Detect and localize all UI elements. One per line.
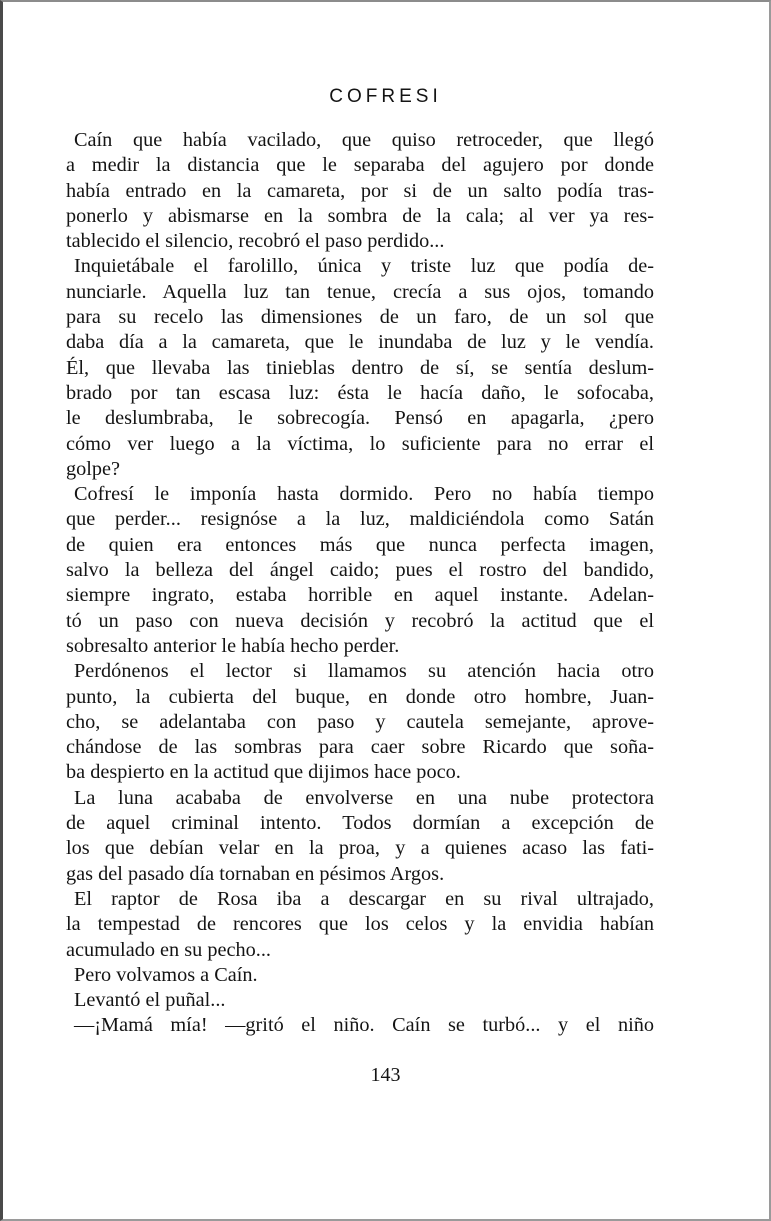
- body-text: [66, 128, 654, 1039]
- text-line: Inquietábale el farolillo, única y triste luz que podía de-: [74, 255, 654, 278]
- text-line: —¡Mamá mía! —gritó el niño. Caín se turbó... y el niño: [74, 1014, 654, 1037]
- text-line: punto, la cubierta del buque, en donde otro hombre, Juan-: [66, 685, 654, 708]
- text-line: siempre ingrato, estaba horrible en aquel instante. Adelan-: [66, 584, 654, 607]
- text-line: tó un paso con nueva decisión y recobró la actitud que el: [66, 609, 654, 632]
- page-number: 143: [370, 1064, 401, 1086]
- text-line: que perder... resignóse a la luz, maldiciéndola como Satán: [66, 508, 654, 531]
- text-line: Caín que había vacilado, que quiso retroceder, que llegó: [74, 129, 654, 151]
- text-line: ponerlo y abismarse en la sombra de la cala; al ver ya res-: [66, 204, 654, 227]
- text-line: Él, que llevaba las tinieblas dentro de sí, se sentía deslum-: [66, 356, 654, 379]
- text-line: golpe?: [66, 457, 121, 480]
- text-line: sobresalto anterior le había hecho perder.: [66, 634, 400, 657]
- text-line: de quien era entonces más que nunca perfecta imagen,: [66, 533, 654, 556]
- text-line: de aquel criminal intento. Todos dormían a excepción de: [66, 812, 654, 835]
- text-line: le deslumbraba, le sobrecogía. Pensó en apagarla, ¿pero: [66, 407, 654, 430]
- text-line: nunciarle. Aquella luz tan tenue, crecía a sus ojos, tomando: [66, 280, 654, 303]
- text-line: tablecido el silencio, recobró el paso perdido...: [66, 230, 445, 253]
- text-line: Pero volvamos a Caín.: [74, 963, 258, 986]
- text-line: cho, se adelantaba con paso y cautela semejante, aprove-: [66, 710, 654, 733]
- text-line: Perdónenos el lector si llamamos su atención hacia otro: [74, 660, 654, 683]
- text-line: ba despierto en la actitud que dijimos hace poco.: [66, 761, 461, 784]
- text-line: a medir la distancia que le separaba del agujero por donde: [66, 154, 654, 177]
- text-line: la tempestad de rencores que los celos y la envidia habían: [66, 913, 654, 936]
- text-line: había entrado en la camareta, por si de un salto podía tras-: [66, 179, 654, 202]
- text-line: Cofresí le imponía hasta dormido. Pero no había tiempo: [74, 483, 654, 506]
- text-line: gas del pasado día tornaban en pésimos Argos.: [66, 862, 445, 885]
- text-line: El raptor de Rosa iba a descargar en su rival ultrajado,: [74, 887, 654, 910]
- text-line: brado por tan escasa luz: ésta le hacía daño, le sofocaba,: [66, 381, 654, 404]
- text-line: para su recelo las dimensiones de un faro, de un sol que: [66, 306, 654, 329]
- text-line: cómo ver luego a la víctima, lo suficiente para no errar el: [66, 432, 654, 455]
- text-line: chándose de las sombras para caer sobre Ricardo que soña-: [66, 736, 654, 759]
- text-line: los que debían velar en la proa, y a quienes acaso las fati-: [66, 837, 654, 860]
- running-head: COFRESI: [329, 86, 442, 107]
- text-line: acumulado en su pecho...: [66, 938, 272, 961]
- text-line: La luna acababa de envolverse en una nube protectora: [74, 786, 654, 809]
- text-line: salvo la belleza del ángel caido; pues el rostro del bandido,: [66, 559, 654, 582]
- text-line: daba día a la camareta, que le inundaba de luz y le vendía.: [66, 331, 654, 354]
- text-line: Levantó el puñal...: [74, 989, 226, 1012]
